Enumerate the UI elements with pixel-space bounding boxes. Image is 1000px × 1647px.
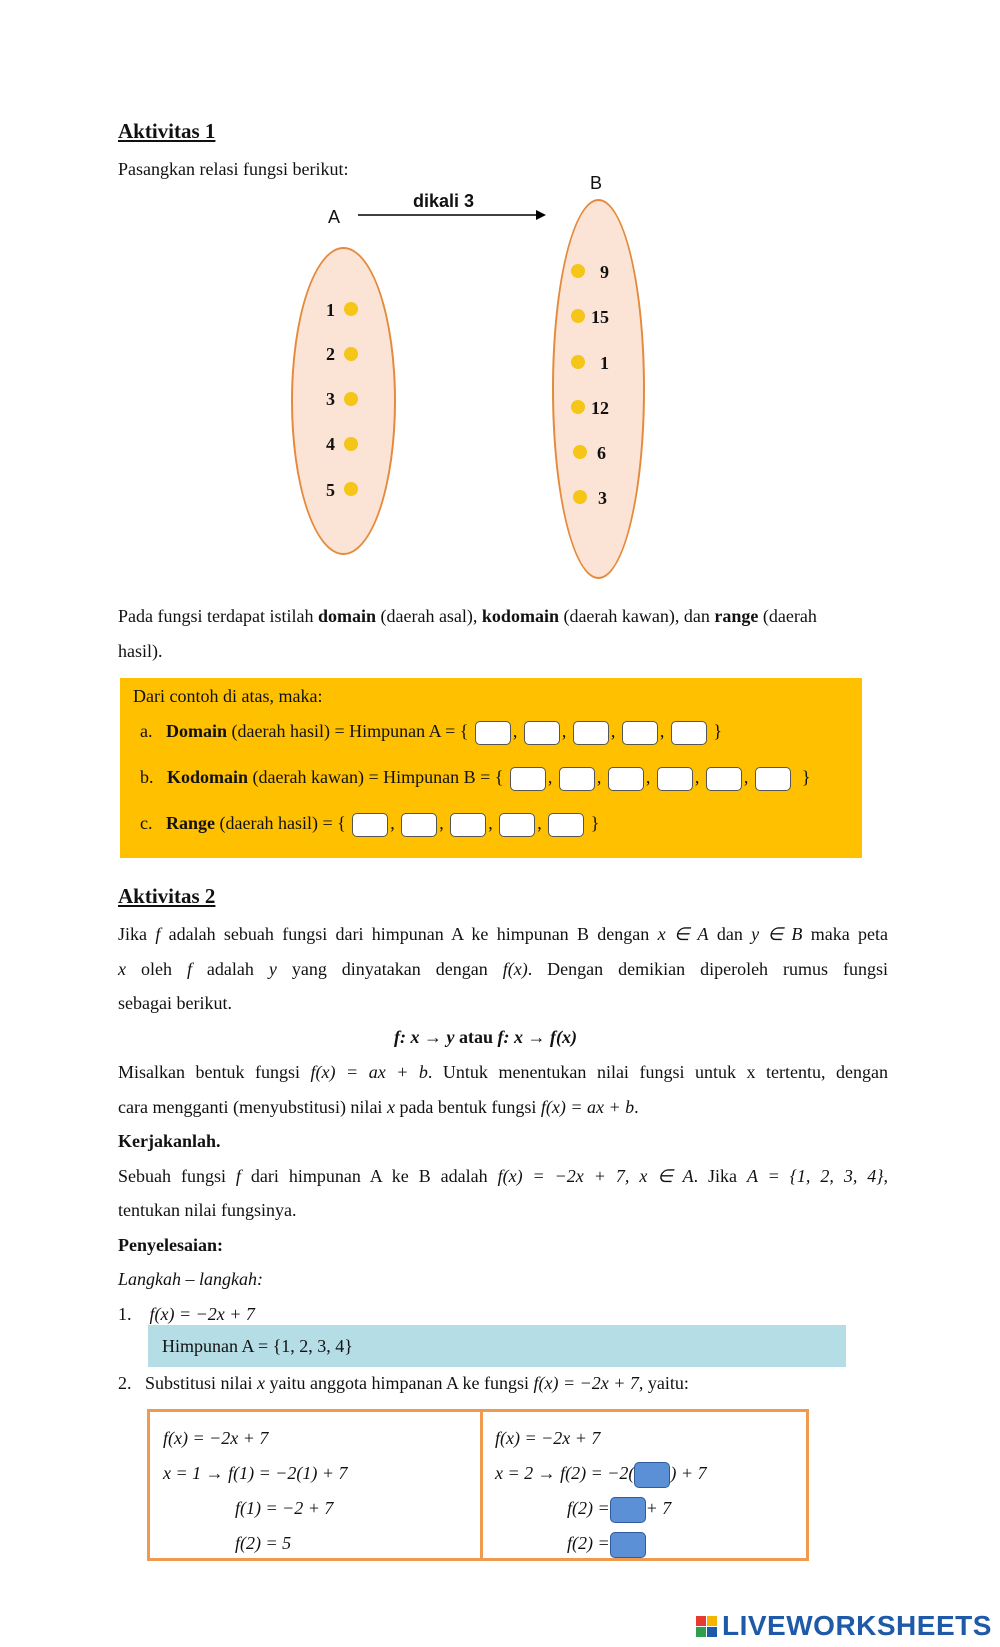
paragraph-2-line-1: Misalkan bentuk fungsi f(x) = ax + b. Untuk menentukan nilai fungsi untuk x tertentu, dengan [118,1062,888,1082]
set-b-element: 9 [600,262,609,282]
answer-box [120,678,862,858]
set-b-element: 1 [600,353,609,373]
range-input[interactable] [401,813,437,837]
mapping-diagram [0,0,1000,580]
set-b-element: 12 [591,398,609,418]
connector-dot[interactable] [344,437,358,451]
connector-dot[interactable] [344,347,358,361]
right-cell-line: f(x) = −2x + 7 [495,1428,601,1448]
connector-dot[interactable] [344,302,358,316]
left-cell-line: f(1) = −2 + 7 [235,1498,334,1518]
domain-input[interactable] [573,721,609,745]
left-cell-line: f(x) = −2x + 7 [163,1428,269,1448]
connector-dot[interactable] [571,309,585,323]
intro-line-2: hasil). [118,641,163,661]
set-b-label: B [590,173,603,193]
paragraph-1-line-3: sebagai berikut. [118,993,232,1013]
set-a-element: 2 [326,344,335,364]
answer-input[interactable] [634,1462,670,1488]
kodomain-input[interactable] [657,767,693,791]
step-2: 2. Substitusi nilai x yaitu anggota himpanan A ke fungsi f(x) = −2x + 7, yaitu: [118,1373,689,1393]
answer-input[interactable] [610,1497,646,1523]
activity1-heading: Aktivitas 1 [118,119,216,143]
paragraph-1-line-1: Jika f adalah sebuah fungsi dari himpunan A ke himpunan B dengan x ∈ A dan y ∈ B maka peta [118,924,889,944]
set-b-ellipse [552,199,645,579]
connector-dot[interactable] [573,490,587,504]
domain-row: a. Domain (daerah hasil) = Himpunan A = { , , , , } [140,719,722,745]
range-input[interactable] [352,813,388,837]
connector-dot[interactable] [571,355,585,369]
kerjakanlah-label: Kerjakanlah. [118,1131,221,1151]
right-cell-line: f(2) = [567,1531,646,1558]
problem-line-2: tentukan nilai fungsinya. [118,1200,297,1220]
connector-dot[interactable] [344,392,358,406]
himpunan-band [148,1325,846,1367]
intro-line-1: Pada fungsi terdapat istilah domain (daerah asal), kodomain (daerah kawan), dan range (daerah [118,606,817,626]
range-row: c. Range (daerah hasil) = { , , , , } [140,811,599,837]
kodomain-row: b. Kodomain (daerah kawan) = Himpunan B = { , , , , , } [140,765,811,791]
substitution-table [147,1409,809,1561]
connector-dot[interactable] [571,264,585,278]
problem-line-1: Sebuah fungsi f dari himpunan A ke B adalah f(x) = −2x + 7, x ∈ A. Jika A = {1, 2, 3, 4}, [118,1166,889,1186]
kodomain-input[interactable] [608,767,644,791]
answer-box-title: Dari contoh di atas, maka: [133,686,323,706]
penyelesaian-label: Penyelesaian: [118,1235,223,1255]
set-a-element: 1 [326,300,335,320]
connector-dot[interactable] [573,445,587,459]
kodomain-input[interactable] [559,767,595,791]
connector-dot[interactable] [571,400,585,414]
activity1-instruction: Pasangkan relasi fungsi berikut: [118,159,349,179]
connector-dot[interactable] [344,482,358,496]
paragraph-2-line-2: cara mengganti (menyubstitusi) nilai x pada bentuk fungsi f(x) = ax + b. [118,1097,639,1117]
right-cell-line: f(2) = + 7 [567,1496,671,1523]
kodomain-input[interactable] [755,767,791,791]
paragraph-1-line-2: x oleh f adalah y yang dinyatakan dengan f(x). Dengan demikian diperoleh rumus fungsi [118,959,889,979]
set-b-element: 6 [597,443,606,463]
left-cell-line: f(2) = 5 [235,1533,292,1553]
domain-input[interactable] [622,721,658,745]
activity2-heading: Aktivitas 2 [118,884,216,908]
set-a-element: 4 [326,434,335,454]
answer-input[interactable] [610,1532,646,1558]
domain-input[interactable] [524,721,560,745]
range-input[interactable] [499,813,535,837]
right-cell-line: x = 2 → f(2) = −2( ) + 7 [495,1461,707,1488]
langkah-label: Langkah – langkah: [118,1269,263,1289]
domain-input[interactable] [671,721,707,745]
table-divider [480,1412,483,1558]
range-input[interactable] [450,813,486,837]
mapping-arrow [358,208,548,222]
set-a-element: 5 [326,480,335,500]
arrow-label: dikali 3 [413,191,475,211]
set-b-element: 3 [598,488,607,508]
kodomain-input[interactable] [510,767,546,791]
left-cell-line: x = 1 → f(1) = −2(1) + 7 [163,1463,348,1483]
himpunan-text: Himpunan A = {1, 2, 3, 4} [162,1336,353,1356]
step-1: 1. f(x) = −2x + 7 [118,1304,255,1324]
range-input[interactable] [548,813,584,837]
set-a-label: A [328,207,341,227]
set-b-element: 15 [591,307,609,327]
domain-input[interactable] [475,721,511,745]
logo-icon [696,1616,718,1638]
set-a-element: 3 [326,389,335,409]
kodomain-input[interactable] [706,767,742,791]
function-notation: f: x → y atau f: x → f(x) [394,1027,577,1047]
liveworksheets-logo: LIVEWORKSHEETS [696,1610,992,1642]
